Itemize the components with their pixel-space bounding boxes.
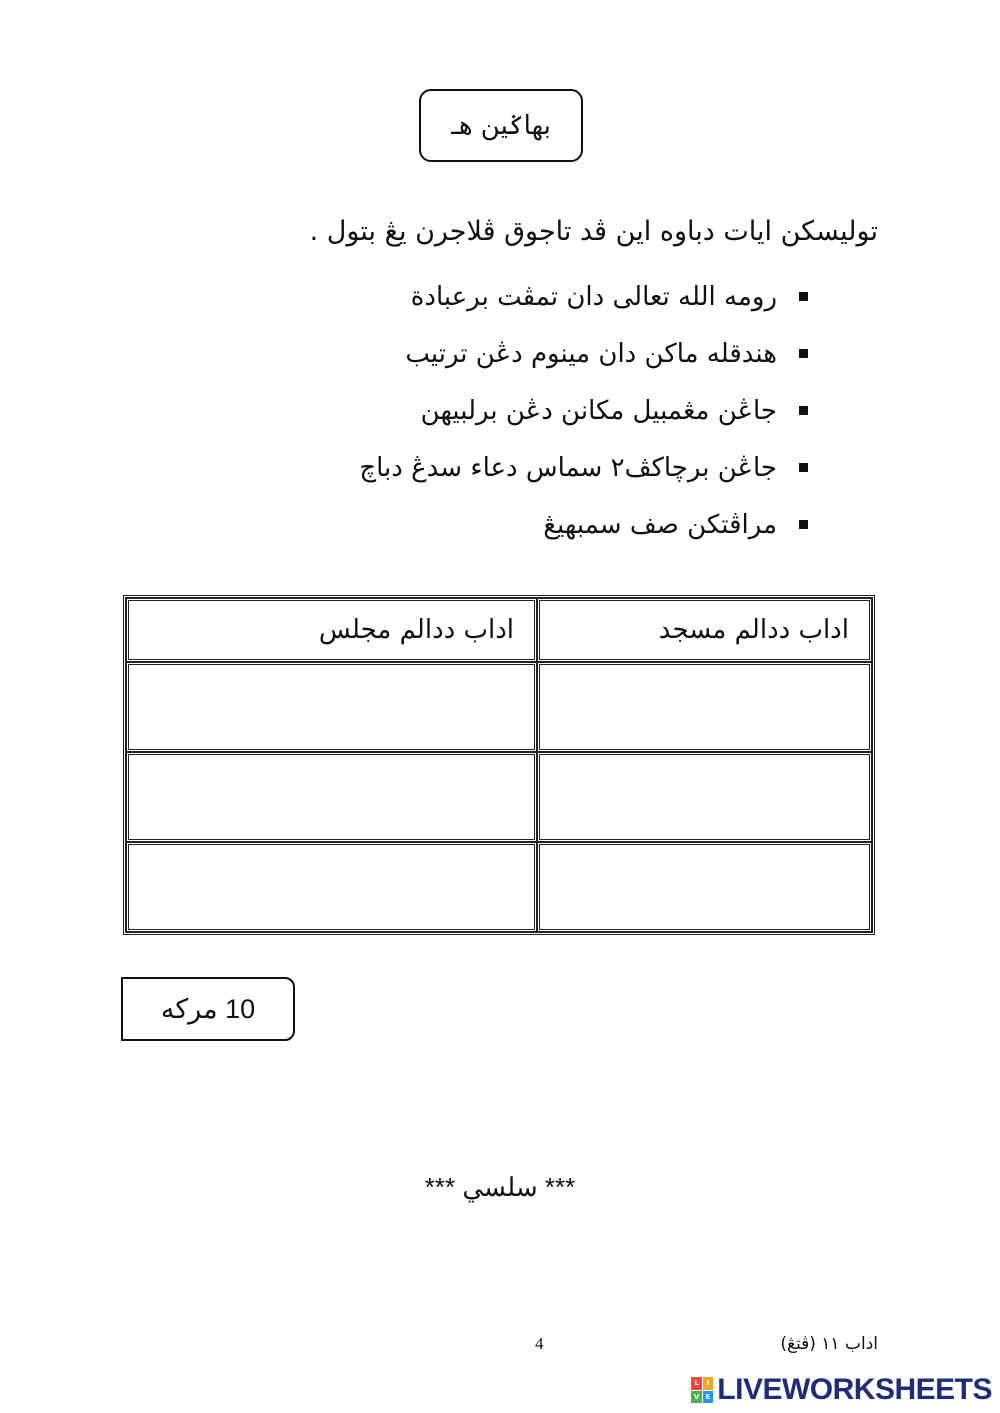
table-header-row: [126, 598, 872, 662]
marks-box: [121, 977, 295, 1041]
page-number: 4: [535, 1334, 544, 1353]
instruction-text: توليسکن ايات دباوه اين ڤد تاجوق ڤلاجرن يڠ بتول .: [309, 216, 878, 247]
list-item: [288, 496, 808, 553]
square-bullet-icon: [799, 463, 808, 472]
logo-letter: V: [691, 1391, 702, 1404]
footer-title: اداب ١١ (ڤتڠ): [780, 1334, 878, 1354]
table-row: [126, 842, 872, 932]
liveworksheets-brand: [691, 1373, 992, 1407]
header-masjid: اداب ددالم مسجد: [537, 598, 872, 662]
answer-table: [123, 595, 875, 935]
list-item: [288, 439, 808, 496]
bullet-list: [288, 268, 808, 553]
header-majlis: اداب ددالم مجلس: [126, 598, 537, 662]
list-item-text: جاڠن مڠمبيل مکانن دڠن برلبيهن: [420, 395, 777, 426]
table-row: [126, 662, 872, 752]
table-row: [126, 752, 872, 842]
list-item: [288, 268, 808, 325]
answer-cell[interactable]: [537, 842, 872, 932]
square-bullet-icon: [799, 349, 808, 358]
answer-cell[interactable]: [126, 842, 537, 932]
logo-letter: I: [703, 1377, 714, 1390]
list-item: [288, 325, 808, 382]
section-heading-box: [419, 89, 583, 162]
marks-label: 10 مرکه: [160, 993, 256, 1024]
section-heading: بهاݢين هـ: [451, 110, 551, 141]
logo-letter: L: [691, 1377, 702, 1390]
answer-cell[interactable]: [537, 752, 872, 842]
list-item-text: هندقله ماکن دان مينوم دڠن ترتيب: [405, 338, 777, 369]
answer-cell[interactable]: [126, 752, 537, 842]
square-bullet-icon: [799, 292, 808, 301]
answer-cell[interactable]: [537, 662, 872, 752]
liveworksheets-logo-icon: [691, 1377, 713, 1403]
ending-text: *** سلسي ***: [424, 1172, 576, 1202]
list-item-text: جاڠن برچاکڤ٢ سماس دعاء سدڠ دباچ: [359, 452, 777, 483]
square-bullet-icon: [799, 406, 808, 415]
square-bullet-icon: [799, 520, 808, 529]
list-item-text: رومه الله تعالى دان تمڤت برعبادة: [410, 281, 777, 312]
list-item: [288, 382, 808, 439]
list-item-text: مراڤتکن صف سمبهيڠ: [543, 509, 777, 540]
logo-letter: E: [703, 1391, 714, 1404]
brand-name: LIVEWORKSHEETS: [717, 1373, 992, 1406]
answer-cell[interactable]: [126, 662, 537, 752]
